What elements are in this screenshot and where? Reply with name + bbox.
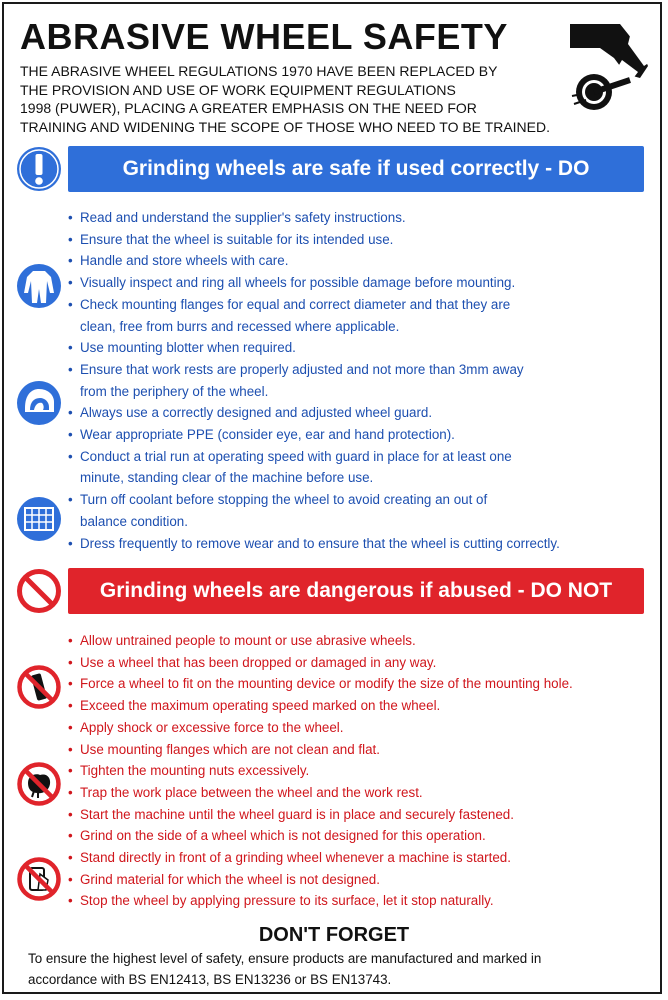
no-dropping-icon xyxy=(16,664,62,710)
list-item: • Dress frequently to remove wear and to ensure that the wheel is cutting correctly. xyxy=(68,533,560,555)
list-item: • Ensure that work rests are properly adjusted and not more than 3mm away from the periphery of the wheel. xyxy=(68,359,560,402)
list-item: • Exceed the maximum operating speed marked on the wheel. xyxy=(68,695,573,717)
list-item: • Grind on the side of a wheel which is not designed for this operation. xyxy=(68,825,573,847)
no-damage-icon xyxy=(16,761,62,807)
do-banner: Grinding wheels are safe if used correctly - DO xyxy=(68,146,644,192)
list-item: • Use mounting flanges which are not clean and flat. xyxy=(68,739,573,761)
list-item: • Allow untrained people to mount or use abrasive wheels. xyxy=(68,630,573,652)
intro-text xyxy=(20,62,620,136)
face-shield-icon xyxy=(16,380,62,426)
intro-line: 1998 (PUWER), PLACING A GREATER EMPHASIS ON THE NEED FOR xyxy=(20,100,477,116)
no-hand-icon xyxy=(16,856,62,902)
list-item: • Wear appropriate PPE (consider eye, ear and hand protection). xyxy=(68,424,560,446)
list-item: • Conduct a trial run at operating speed with guard in place for at least one minute, standing clear of the machine before use. xyxy=(68,446,560,489)
intro-line: THE ABRASIVE WHEEL REGULATIONS 1970 HAVE BEEN REPLACED BY xyxy=(20,63,498,79)
list-item: • Visually inspect and ring all wheels for possible damage before mounting. xyxy=(68,272,560,294)
list-item: • Use mounting blotter when required. xyxy=(68,337,560,359)
do-list xyxy=(68,207,560,554)
list-item: • Apply shock or excessive force to the wheel. xyxy=(68,717,573,739)
list-item: • Ensure that the wheel is suitable for its intended use. xyxy=(68,229,560,251)
list-item: • Grind material for which the wheel is not designed. xyxy=(68,869,573,891)
list-item: • Always use a correctly designed and adjusted wheel guard. xyxy=(68,402,560,424)
machine-guard-icon xyxy=(16,496,62,542)
footer-line: To ensure the highest level of safety, ensure products are manufactured and marked in xyxy=(28,951,542,966)
safety-sign xyxy=(2,2,662,994)
intro-line: THE PROVISION AND USE OF WORK EQUIPMENT REGULATIONS xyxy=(20,81,456,98)
footer-text xyxy=(28,948,648,990)
footer-line: accordance with BS EN12413, BS EN13236 or BS EN13743. xyxy=(28,972,392,987)
list-item: • Use a wheel that has been dropped or damaged in any way. xyxy=(68,652,573,674)
prohibition-icon xyxy=(16,568,62,614)
intro-line: TRAINING AND WIDENING THE SCOPE OF THOSE WHO NEED TO BE TRAINED. xyxy=(20,118,550,135)
page-title: ABRASIVE WHEEL SAFETY xyxy=(20,16,508,57)
list-item: • Trap the work place between the wheel and the work rest. xyxy=(68,782,573,804)
angle-grinder-icon xyxy=(570,22,654,112)
list-item: • Stand directly in front of a grinding wheel whenever a machine is started. xyxy=(68,847,573,869)
coverall-icon xyxy=(16,263,62,309)
dont-banner: Grinding wheels are dangerous if abused - DO NOT xyxy=(68,568,644,614)
list-item: • Stop the wheel by applying pressure to its surface, let it stop naturally. xyxy=(68,890,573,912)
list-item: • Turn off coolant before stopping the wheel to avoid creating an out of balance condition. xyxy=(68,489,560,532)
list-item: • Force a wheel to fit on the mounting device or modify the size of the mounting hole. xyxy=(68,673,573,695)
list-item: • Read and understand the supplier's safety instructions. xyxy=(68,207,560,229)
list-item: • Check mounting flanges for equal and correct diameter and that they are clean, free from burrs and recessed where applicable. xyxy=(68,294,560,337)
list-item: • Start the machine until the wheel guard is in place and securely fastened. xyxy=(68,804,573,826)
dont-list xyxy=(68,630,573,912)
dont-forget-heading: DON'T FORGET xyxy=(258,924,410,946)
list-item: • Handle and store wheels with care. xyxy=(68,250,560,272)
list-item: • Tighten the mounting nuts excessively. xyxy=(68,760,573,782)
exclamation-icon xyxy=(16,146,62,192)
